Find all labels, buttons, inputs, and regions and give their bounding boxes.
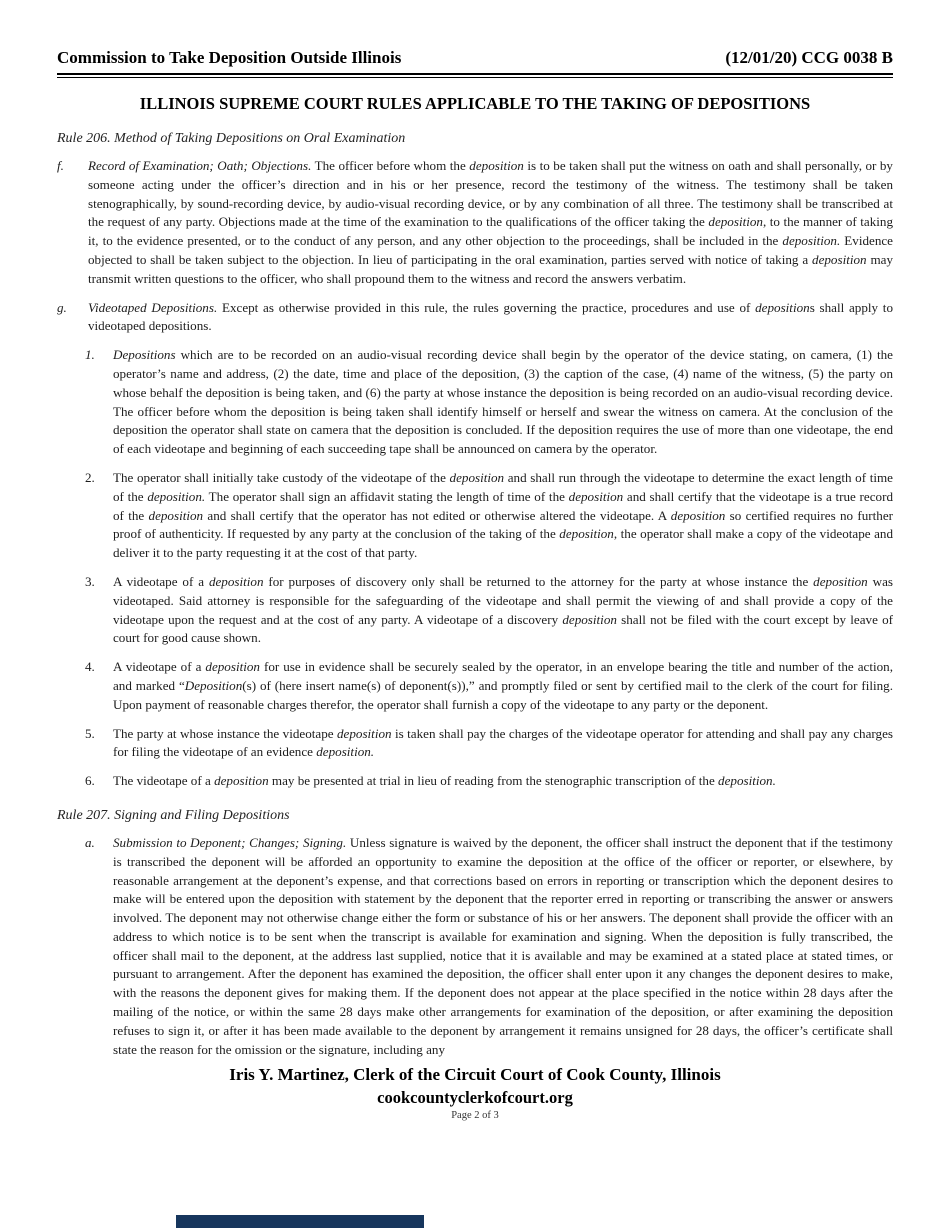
item-label-f: f.	[57, 158, 64, 173]
rule206-item-6	[85, 772, 893, 791]
form-code: (12/01/20) CCG 0038 B	[725, 48, 893, 67]
rule206-item-5	[85, 725, 893, 763]
item-text-6: The videotape of a deposition may be presented at trial in lieu of reading from the stenographic transcription of the deposition.	[113, 773, 776, 789]
item-label-5: 5.	[85, 725, 95, 741]
bottom-bar	[176, 1215, 424, 1228]
item-label-3: 3.	[85, 573, 95, 589]
item-text-1: Depositions which are to be recorded on an audio-visual recording device shall begin by the operator of the device stating, on camera, (1) the operator’s name and address, (2) the date, time and place of the deposition, (3) the caption of the case, (4) name of the witness, (5) the party on whose behalf the deposition is being taken, and (6) the party at whose instance the deposition is being recorded on an audio-visual recording device. The officer before whom the deposition is being taken shall identify himself or herself and swear the witness on camera. At the conclusion of the deposition the operator shall state on camera that the deposition is concluded. If the deposition requires the use of more than one videotape, the end of each videotape and beginning of each succeeding tape shall be announced on camera by the operator.	[113, 347, 893, 457]
item-label-2: 2.	[85, 469, 95, 485]
item-label-4: 4.	[85, 659, 95, 675]
item-label-a: a.	[85, 834, 95, 850]
item-label-1: 1.	[85, 347, 95, 363]
clerk-website: cookcountyclerkofcourt.org	[377, 1088, 573, 1108]
item-text-f: Record of Examination; Oath; Objections. The officer before whom the deposition is to be taken shall put the witness on oath and shall personally, or by someone acting under the officer’s direction and in his or her presence, record the testimony of the witness. The testimony shall be taken stenographically, by sound-recording device, by audio-visual recording device, or by any combination of all three. The testimony shall be transcribed at the request of any party. Objections made at the time of the examination to the qualifications of the officer taking the deposition, to the manner of taking it, to the evidence presented, or to the conduct of any person, and any other objection to the proceedings, shall be included in the deposition. Evidence objected to shall be taken subject to the objection. In lieu of participating in the oral examination, parties served with notice of taking a deposition may transmit written questions to the officer, who shall propound them to the witness and record the answers verbatim.	[88, 158, 893, 286]
page-number: Page 2 of 3	[451, 1110, 499, 1122]
item-text-g: Videotaped Depositions. Except as otherwise provided in this rule, the rules governing the practice, procedures and use of depositions shall apply to videotaped depositions.	[88, 299, 893, 334]
rule-207-heading: Rule 207. Signing and Filing Depositions	[57, 807, 290, 823]
item-text-4: A videotape of a deposition for use in evidence shall be securely sealed by the operator, in an envelope bearing the title and number of the action, and marked “Deposition(s) of (here insert name(s) of deponent(s)),” and promptly filed or sent by certified mail to the clerk of the court for filing. Upon payment of reasonable charges therefor, the operator shall furnish a copy of the videotape to any party or the deponent.	[113, 659, 893, 712]
item-text-2: The operator shall initially take custody of the videotape of the deposition and shall run through the videotape to determine the exact length of time of the deposition. The operator shall sign an affidavit stating the length of time of the deposition and shall certify that the videotape is a true record of the deposition and shall certify that the operator has not edited or otherwise altered the videotape. A deposition so certified requires no further proof of authenticity. If requested by any party at the conclusion of the taking of the deposition, the operator shall make a copy of the videotape and deliver it to the party requesting it at the cost of that party.	[113, 469, 894, 561]
item-label-g: g.	[57, 299, 67, 315]
page-footer	[57, 1065, 893, 1121]
form-header	[57, 48, 893, 68]
rule206-item-4	[85, 658, 893, 714]
rule206-item-1	[85, 346, 893, 459]
form-title: Commission to Take Deposition Outside Illinois	[57, 48, 402, 67]
item-label-6: 6.	[85, 773, 95, 789]
rule206-item-2	[85, 469, 893, 563]
item-text-5: The party at whose instance the videotape deposition is taken shall pay the charges of the videotape operator for attending and shall pay any charges for filing the videotape of an evidence deposition.	[113, 725, 893, 760]
rule207-item-a	[85, 834, 893, 1060]
clerk-name-line: Iris Y. Martinez, Clerk of the Circuit Court of Cook County, Illinois	[229, 1065, 721, 1085]
rule206-item-3	[85, 573, 893, 648]
rule206-item-f	[57, 157, 893, 289]
item-text-3: A videotape of a deposition for purposes of discovery only shall be returned to the attorney for the party at whose instance the deposition was videotaped. Said attorney is responsible for the safeguarding of the videotape and shall permit the viewing of and shall provide a copy of the videotape upon the request and at the cost of any party. A videotape of a discovery deposition shall not be filed with the court except by leave of court for good cause shown.	[113, 573, 893, 646]
header-divider	[57, 73, 893, 78]
page-title: ILLINOIS SUPREME COURT RULES APPLICABLE TO THE TAKING OF DEPOSITIONS	[139, 94, 811, 113]
rule206-item-g	[57, 299, 893, 337]
rule-206-heading: Rule 206. Method of Taking Depositions on Oral Examination	[57, 131, 406, 146]
item-text-a: Submission to Deponent; Changes; Signing. Unless signature is waived by the deponent, the officer shall instruct the deponent that if the testimony is transcribed the deponent will be afforded an opportunity to examine the deposition at the office of the officer or reporter, or elsewhere, by reasonable arrangement at the deponent’s expense, and that corrections based on errors in reporting or transcription which the deponent desires to make will be entered upon the deposition with statement by the deponent that the reporter erred in reporting or transcribing the answer or answers involved. The deponent may not otherwise change either the form or substance of his or her answers. The deponent shall provide the officer with an address to which notice is to be sent when the transcript is available for examination and signing. When the deposition is fully transcribed, the officer shall mail to the deponent, at the address last supplied, notice that it is available and may be examined at a stated place at stated times, or pursuant to arrangement. After the deponent has examined the deposition, the officer shall enter upon it any changes the deponent desires to make, with the reasons the deponent gives for making them. If the deponent does not appear at the place specified in the notice within 28 days after the mailing of the notice, or within the same 28 days make other arrangements for examination of the deposition, or after examining the deposition refuses to sign it, or after it has been made available to the deponent by arrangement it remains unsigned for 28 days, the officer’s certificate shall state the reason for the omission or the signature, including any	[113, 834, 893, 1057]
